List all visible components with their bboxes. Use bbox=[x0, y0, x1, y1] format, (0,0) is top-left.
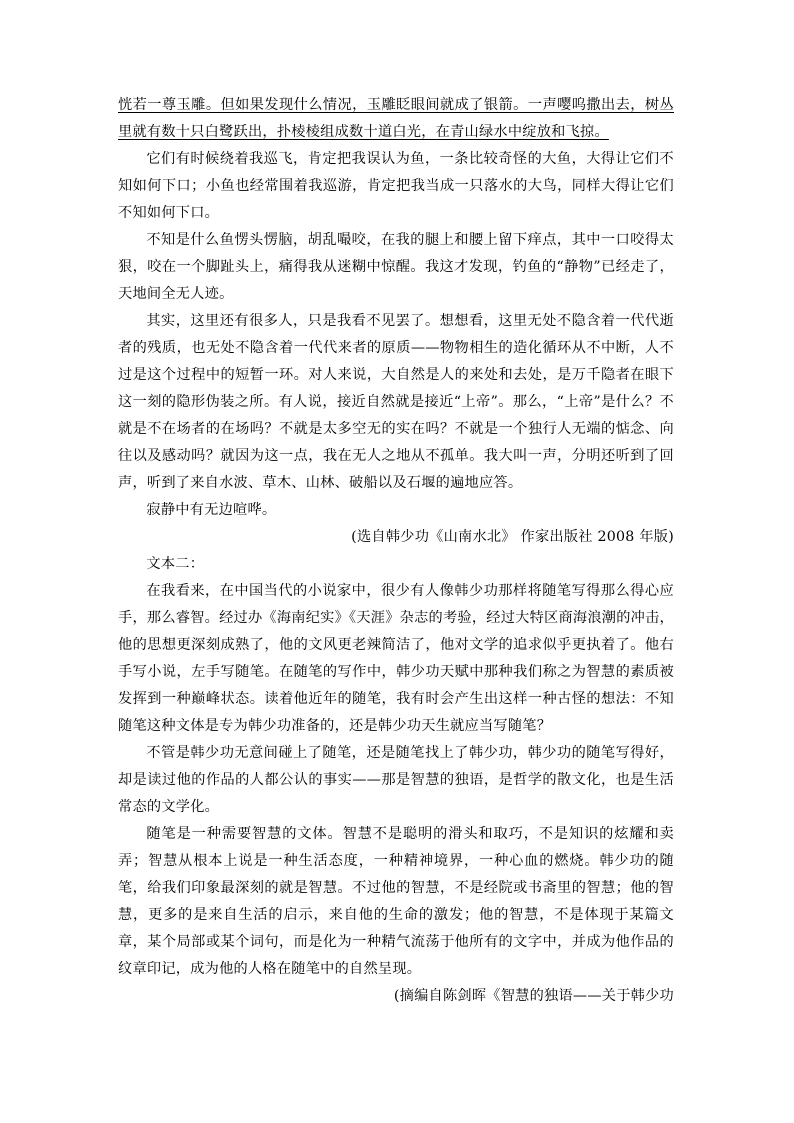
underlined-passage: 恍若一尊玉雕。但如果发现什么情况，玉雕眨眼间就成了银箭。一声嘤呜撒出去，树丛里就有数十只白鹭跃出，扑棱棱组成数十道白光，在青山绿水中绽放和飞掠。 bbox=[118, 97, 674, 140]
text-two-paragraph-3: 随笔是一种需要智慧的文体。智慧不是聪明的滑头和取巧，不是知识的炫耀和卖弄；智慧从根本上说是一种生活态度，一种精神境界，一种心血的燃烧。韩少功的随笔，给我们印象最深刻的就是智慧。不过他的智慧，不是经院或书斋里的智慧；他的智慧，更多的是来自生活的启示，来自他的生命的激发；他的智慧，不是体现于某篇文章，某个局部或某个词句，而是化为一种精气流荡于他所有的文字中，并成为他作品的纹章印记，成为他的人格在随笔中的自然呈现。 bbox=[118, 826, 674, 977]
text-one-paragraph-1: 它们有时候绕着我巡飞，肯定把我误认为鱼，一条比较奇怪的大鱼，大得让它们不知如何下口；小鱼也经常围着我巡游，肯定把我当成一只落水的大鸟，同样大得让它们不知如何下口。 bbox=[118, 151, 674, 221]
text-two-paragraph-2: 不管是韩少功无意间碰上了随笔，还是随笔找上了韩少功，韩少功的随笔写得好，却是读过他的作品的人都公认的事实——那是智慧的独语，是哲学的散文化，也是生活常态的文学化。 bbox=[118, 745, 674, 815]
text-one-paragraph-2: 不知是什么鱼愣头愣脑，胡乱嘬咬，在我的腿上和腰上留下痒点，其中一口咬得太狠，咬在一个脚趾头上，痛得我从迷糊中惊醒。我这才发现，钓鱼的“静物”已经走了，天地间全无人迹。 bbox=[118, 232, 674, 302]
text-one-source: (选自韩少功《山南水北》 作家出版社 2008 年版) bbox=[351, 529, 674, 545]
text-two-label: 文本二： bbox=[146, 556, 205, 572]
document-page bbox=[118, 92, 674, 1010]
text-one-paragraph-4: 寂静中有无边喧哗。 bbox=[146, 502, 277, 518]
text-one-paragraph-3: 其实，这里还有很多人，只是我看不见罢了。想想看，这里无处不隐含着一代代逝者的残质，也无处不隐含着一代代来者的原质——物物相生的造化循环从不中断，人不过是这个过程中的短暂一环。对人来说，大自然是人的来处和去处，是万千隐者在眼下这一刻的隐形伪装之所。有人说，接近自然就是接近“上帝”。那么，“上帝”是什么？不就是不在场者的在场吗？不就是太多空无的实在吗？不就是一个独行人无端的惦念、向往以及感动吗？就因为这一点，我在无人之地从不孤单。我大叫一声，分明还听到了回声，听到了来自水波、草木、山林、破船以及石堰的遍地应答。 bbox=[118, 313, 674, 491]
text-one-opening bbox=[118, 92, 674, 146]
text-two-paragraph-1: 在我看来，在中国当代的小说家中，很少有人像韩少功那样将随笔写得那么得心应手，那么睿智。经过办《海南纪实》《天涯》杂志的考验，经过大特区商海浪潮的冲击，他的思想更深刻成熟了，他的文风更老辣简洁了，他对文学的追求似乎更执着了。他右手写小说，左手写随笔。在随笔的写作中，韩少功天赋中那种我们称之为智慧的素质被发挥到一种巅峰状态。读着他近年的随笔，我有时会产生出这样一种古怪的想法：不知随笔这种文体是专为韩少功准备的，还是韩少功天生就应当写随笔？ bbox=[118, 583, 674, 734]
text-two-source: (摘编自陈剑晖《智慧的独语——关于韩少功 bbox=[393, 988, 674, 1004]
